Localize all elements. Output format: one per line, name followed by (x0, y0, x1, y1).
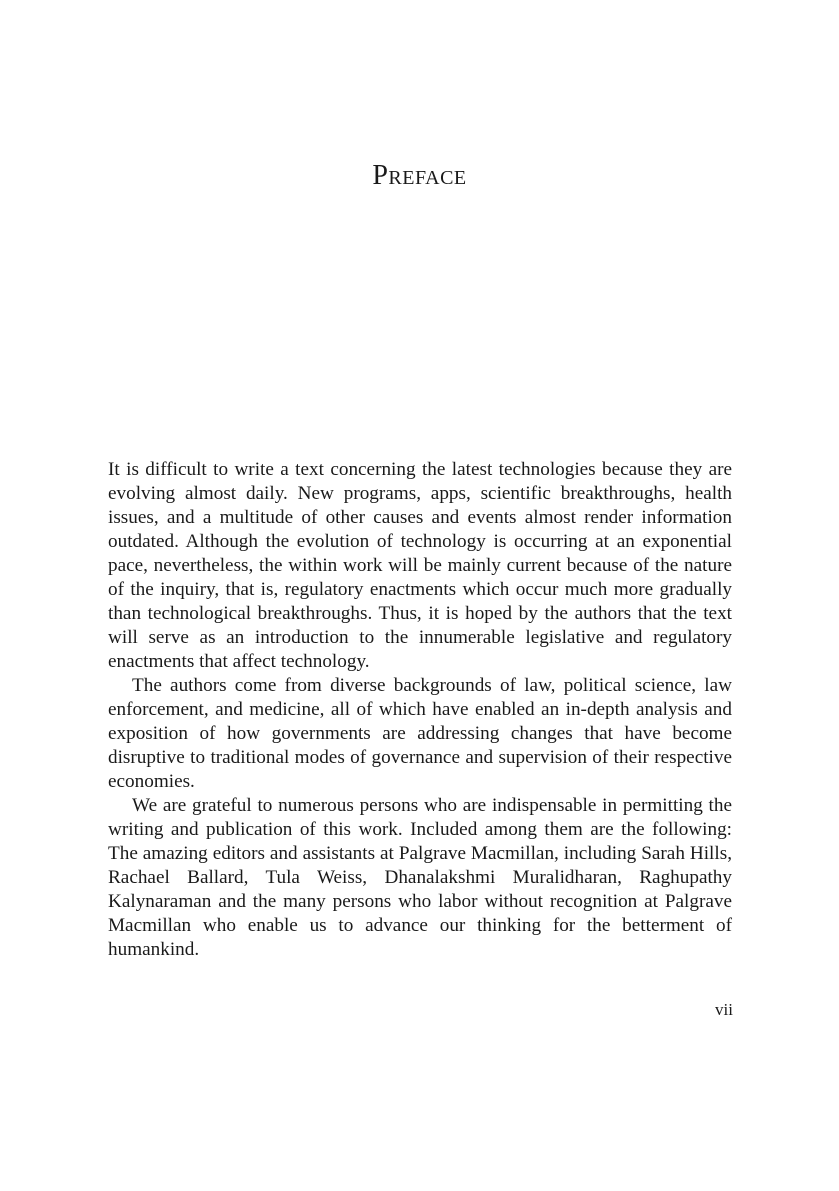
page-number: vii (715, 1000, 733, 1019)
paragraph-3: We are grateful to numerous persons who are indispensable in permitting the writing and publication of this work. Included among them are the following: The amazing editors and assistants at Palgrave Macmillan, including Sarah Hills, Rachael Ballard, Tula Weiss, Dhanalakshmi Muralidharan, Raghupathy Kalynaraman and the many persons who labor without recognition at Palgrave Macmillan who enable us to advance our thinking for the betterment of humankind. (108, 795, 732, 960)
paragraph-1: It is difficult to write a text concerning the latest technologies because they are evolving almost daily. New programs, apps, scientific breakthroughs, health issues, and a multitude of other causes and events almost render information outdated. Although the evolution of technology is occurring at an exponential pace, nevertheless, the within work will be mainly current because of the nature of the inquiry, that is, regulatory enactments which occur much more gradually than technological breakthroughs. Thus, it is hoped by the authors that the text will serve as an introduction to the innumerable legislative and regulatory enactments that affect technology. (108, 459, 732, 672)
paragraph-2: The authors come from diverse backgrounds of law, political science, law enforcement, and medicine, all of which have enabled an in-depth analysis and exposition of how governments are addressing changes that have become disruptive to traditional modes of governance and supervision of their respective economies. (108, 675, 732, 792)
page-title: Preface (372, 160, 467, 191)
preface-body (108, 458, 732, 962)
